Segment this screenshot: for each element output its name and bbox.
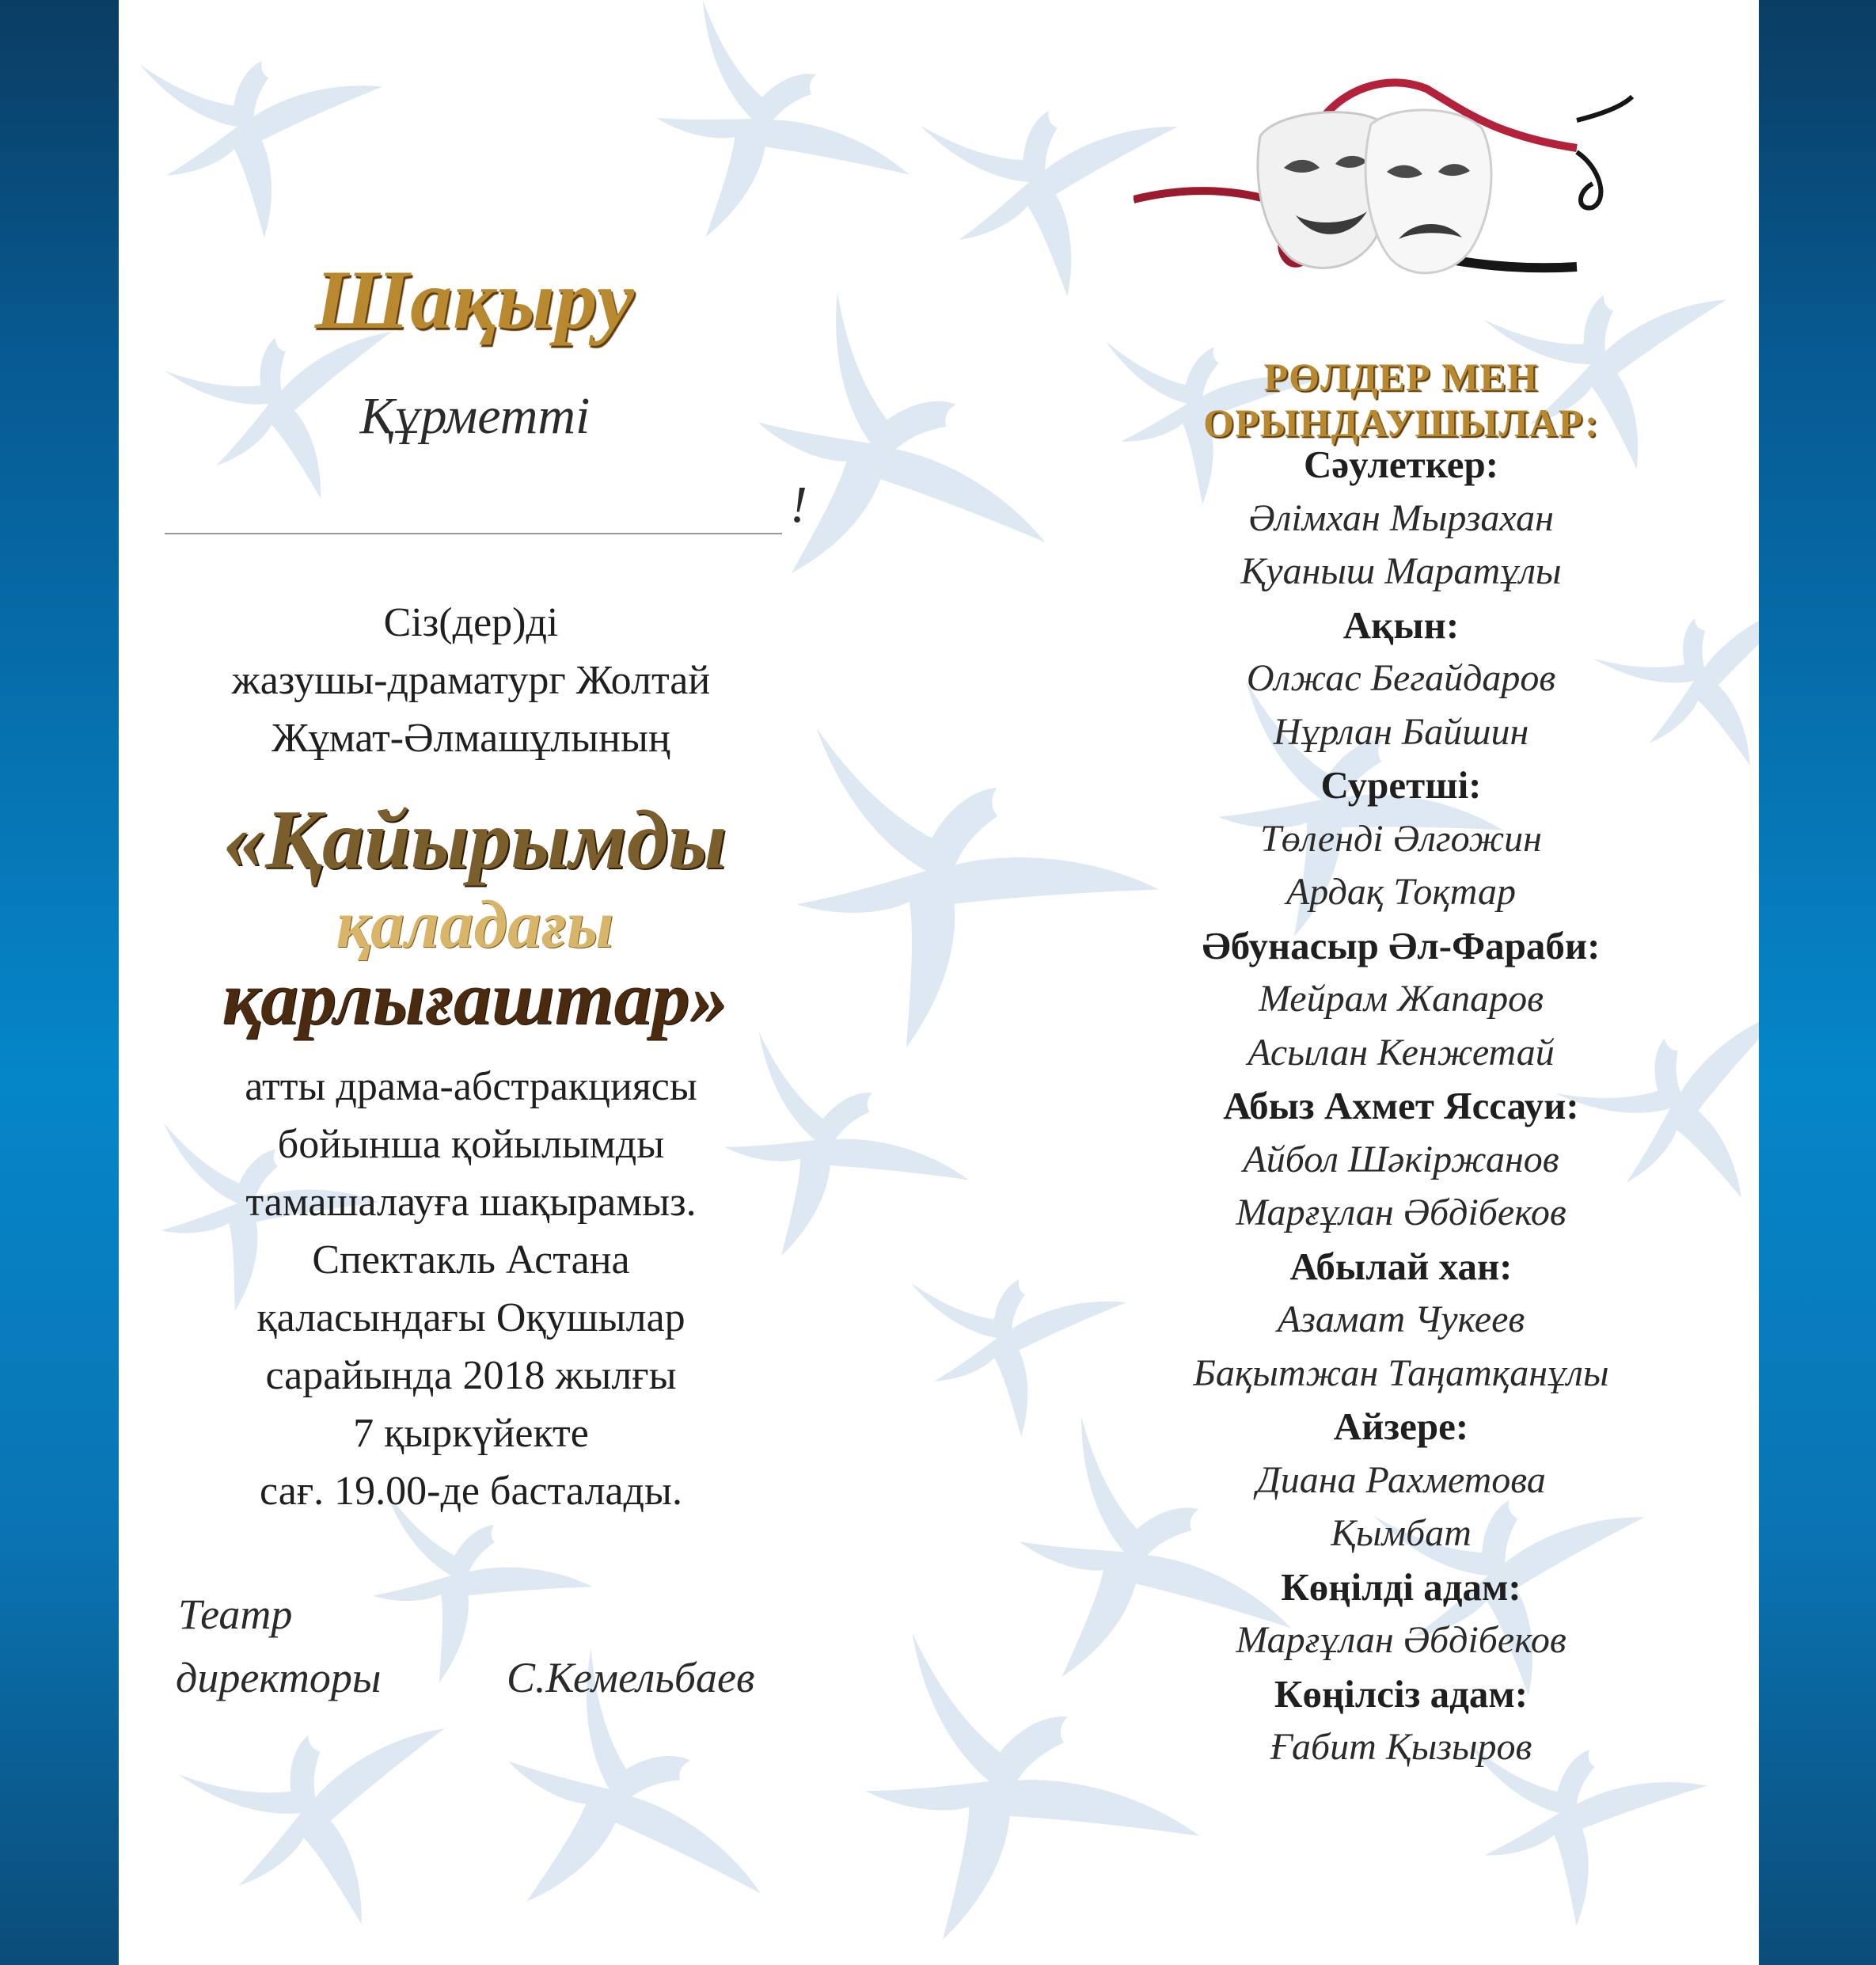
swallow-bird-icon [178, 1664, 505, 1965]
actor-name: Айбол Шәкіржанов [1243, 1138, 1559, 1180]
invitation-details [139, 1058, 803, 1520]
play-title-line: «Қайырымды [223, 793, 727, 886]
actor-name: Марғұлан Әбдібеков [1236, 1619, 1566, 1661]
left-blue-band [0, 0, 119, 1965]
exclamation-mark: ! [790, 476, 807, 534]
cast-list [1084, 438, 1718, 1774]
cast-entry [1084, 1667, 1718, 1774]
text-line: жазушы-драматург Жолтай [231, 658, 711, 703]
actor-name: Олжас Бегайдаров [1246, 657, 1556, 699]
play-title-line: қаладағы [336, 886, 614, 962]
actor-name: Мейрам Жапаров [1258, 978, 1544, 1020]
role-name: Ақын: [1342, 602, 1460, 647]
tragedy-mask [1365, 110, 1491, 273]
cast-entry [1084, 1560, 1718, 1667]
text-line: Спектакль Астана [312, 1237, 630, 1283]
text-line: бойынша қойылымды [277, 1122, 665, 1167]
text-line: 7 қыркүйекте [353, 1411, 589, 1456]
actor-name: Қуаныш Маратұлы [1240, 550, 1562, 592]
cast-entry [1084, 1400, 1718, 1560]
actor-name: Нұрлан Байшин [1273, 710, 1529, 753]
right-blue-band [1759, 0, 1876, 1965]
greeting: Құрметті [359, 387, 591, 445]
actor-name: Қымбат [1331, 1512, 1472, 1554]
role-name: Айзере: [1333, 1404, 1469, 1448]
cast-entry [1084, 1079, 1718, 1240]
actor-name: Азамат Чукеев [1277, 1298, 1525, 1340]
role-name: Сәулеткер: [1303, 443, 1499, 486]
role-name: Абыз Ахмет Яссауи: [1223, 1084, 1579, 1127]
guest-name-line [165, 533, 782, 534]
actor-name: Асылан Кенжетай [1248, 1031, 1555, 1074]
invitation-intro [139, 594, 803, 767]
invitation-title: Шақыру [314, 253, 636, 346]
cast-header: РӨЛДЕР МЕН ОРЫНДАУШЫЛАР: [1203, 355, 1599, 445]
actor-name: Марғұлан Әбдібеков [1236, 1192, 1566, 1233]
role-name: Суретші: [1320, 763, 1482, 807]
signature-title-line2: директоры [176, 1654, 382, 1701]
text-line: Жұмат-Әлмашұлының [272, 716, 670, 761]
actor-name: Диана Рахметова [1256, 1458, 1546, 1501]
role-name: Көңілді адам: [1281, 1564, 1521, 1609]
text-line: тамашалауға шақырамыз. [245, 1180, 697, 1225]
cast-entry [1084, 758, 1718, 919]
role-name: Абылай хан: [1289, 1244, 1513, 1288]
swallow-bird-icon [139, 24, 404, 254]
actor-name: Ғабит Қызыров [1270, 1726, 1532, 1768]
play-title-line: қарлығаштар» [222, 956, 728, 1040]
actor-name: Бақытжан Таңатқанұлы [1193, 1351, 1609, 1394]
actor-name: Әлімхан Мырзахан [1248, 496, 1554, 539]
role-name: Көңілсіз адам: [1274, 1671, 1529, 1716]
role-name: Әбунасыр Әл-Фараби: [1202, 923, 1601, 967]
signature-title-line1: Театр [178, 1591, 293, 1638]
text-line: сағ. 19.00-де басталады. [260, 1469, 682, 1514]
text-line: Сіз(дер)ді [383, 600, 559, 645]
text-line: сарайында 2018 жылғы [265, 1353, 677, 1398]
theater-masks-icon [1134, 73, 1640, 295]
text-line: қаласындағы Оқушылар [256, 1295, 685, 1340]
cast-entry [1084, 1240, 1718, 1401]
actor-name: Төленді Әлгожин [1260, 817, 1542, 860]
cast-entry [1084, 599, 1718, 759]
cast-entry [1084, 919, 1718, 1080]
actor-name: Ардақ Тоқтар [1285, 871, 1517, 913]
text-line: атты драма-абстракциясы [245, 1064, 697, 1109]
cast-entry [1084, 438, 1718, 599]
signature-name: С.Кемельбаев [507, 1654, 755, 1701]
